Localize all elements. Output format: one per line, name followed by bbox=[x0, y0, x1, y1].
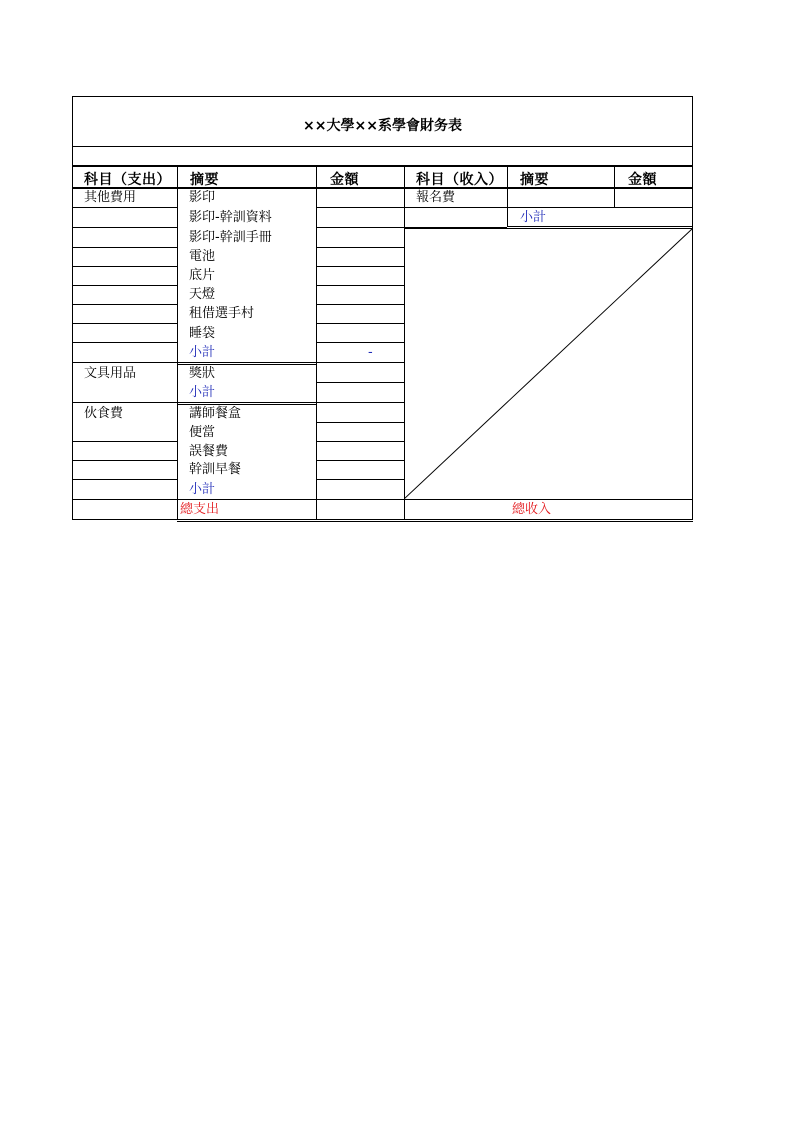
expense-item: 睡袋 bbox=[189, 326, 216, 341]
grid-h-bottom bbox=[72, 519, 693, 520]
expense-item: 講師餐盒 bbox=[189, 406, 242, 421]
expense-item: 租借選手村 bbox=[189, 306, 255, 321]
header-expense-subject: 科目（支出） bbox=[84, 172, 171, 188]
grid-h-e3 bbox=[507, 226, 693, 227]
expense-item: 影印-幹訓手冊 bbox=[189, 230, 272, 245]
grid-h-c11 bbox=[316, 402, 404, 403]
grid-h-a2 bbox=[72, 227, 177, 228]
expense-category-stationery: 文具用品 bbox=[84, 366, 137, 381]
grid-h-b-sub1b bbox=[177, 364, 316, 365]
grid-h-a10 bbox=[72, 402, 177, 403]
grid-h-a14 bbox=[72, 499, 177, 500]
grid-h-a3 bbox=[72, 247, 177, 248]
grid-h-b-sub3 bbox=[177, 499, 316, 500]
grid-h-a8 bbox=[72, 342, 177, 343]
grid-h-c9 bbox=[316, 362, 404, 363]
expense-item: 天燈 bbox=[189, 287, 216, 302]
grid-h-a1 bbox=[72, 207, 177, 208]
grid-h-c4 bbox=[316, 266, 404, 267]
grid-h-c8 bbox=[316, 342, 404, 343]
expense-item: 獎狀 bbox=[189, 366, 216, 381]
expense-subtotal-label: 小計 bbox=[189, 385, 216, 400]
grid-h-a5 bbox=[72, 285, 177, 286]
header-expense-summary: 摘要 bbox=[190, 172, 219, 188]
expense-item: 影印-幹訓資料 bbox=[189, 210, 272, 225]
expense-subtotal-label: 小計 bbox=[189, 345, 216, 360]
grid-h-e1 bbox=[404, 207, 692, 208]
grid-h-a9 bbox=[72, 362, 177, 363]
grid-h-c12 bbox=[316, 422, 404, 423]
grid-h-c13 bbox=[316, 441, 404, 442]
header-income-subject: 科目（收入） bbox=[416, 172, 503, 188]
grid-v-4 bbox=[507, 165, 508, 227]
grid-h-b-sub2a bbox=[177, 402, 316, 403]
expense-item: 誤餐費 bbox=[189, 444, 229, 459]
income-category-registration: 報名費 bbox=[416, 190, 456, 205]
expense-category-other: 其他費用 bbox=[84, 190, 137, 205]
sheet-title: ××大學××系學會財务表 bbox=[303, 118, 462, 134]
expense-subtotal-amount: - bbox=[368, 345, 373, 360]
grid-h-a6 bbox=[72, 304, 177, 305]
expense-item: 幹訓早餐 bbox=[189, 462, 242, 477]
income-diagonal bbox=[404, 228, 693, 500]
grid-h-a11 bbox=[72, 441, 177, 442]
title-box bbox=[72, 96, 693, 147]
expense-item: 便當 bbox=[189, 425, 216, 440]
grid-h-c3 bbox=[316, 247, 404, 248]
grid-h-a12 bbox=[72, 460, 177, 461]
total-income-label: 總收入 bbox=[512, 502, 552, 517]
grid-h-bottom-2 bbox=[177, 521, 693, 522]
grid-v-1 bbox=[177, 165, 178, 520]
grid-h-b-sub1a bbox=[177, 362, 316, 363]
grid-h-c15 bbox=[316, 479, 404, 480]
expense-item: 影印 bbox=[189, 190, 216, 205]
grid-v-left bbox=[72, 147, 73, 520]
diagonal-line bbox=[404, 229, 692, 499]
table-top-rule bbox=[72, 165, 693, 167]
expense-category-food: 伙食費 bbox=[84, 406, 124, 421]
grid-h-c1 bbox=[316, 207, 404, 208]
grid-h-a7 bbox=[72, 323, 177, 324]
grid-h-b-sub2b bbox=[177, 404, 316, 405]
expense-item: 底片 bbox=[189, 268, 216, 283]
income-subtotal-label: 小計 bbox=[520, 210, 547, 225]
grid-h-c2 bbox=[316, 227, 404, 228]
grid-v-5 bbox=[614, 165, 615, 207]
expense-subtotal-label: 小計 bbox=[189, 482, 216, 497]
grid-h-c6 bbox=[316, 304, 404, 305]
expense-item: 電池 bbox=[189, 249, 216, 264]
grid-h-a13 bbox=[72, 479, 177, 480]
header-expense-amount: 金額 bbox=[330, 172, 359, 188]
total-expense-label: 總支出 bbox=[180, 502, 220, 517]
header-income-summary: 摘要 bbox=[520, 172, 549, 188]
grid-h-c14 bbox=[316, 460, 404, 461]
grid-h-a4 bbox=[72, 266, 177, 267]
grid-h-c5 bbox=[316, 285, 404, 286]
header-income-amount: 金額 bbox=[628, 172, 657, 188]
grid-h-c10 bbox=[316, 382, 404, 383]
grid-h-c7 bbox=[316, 323, 404, 324]
grid-h-c16 bbox=[316, 499, 404, 500]
